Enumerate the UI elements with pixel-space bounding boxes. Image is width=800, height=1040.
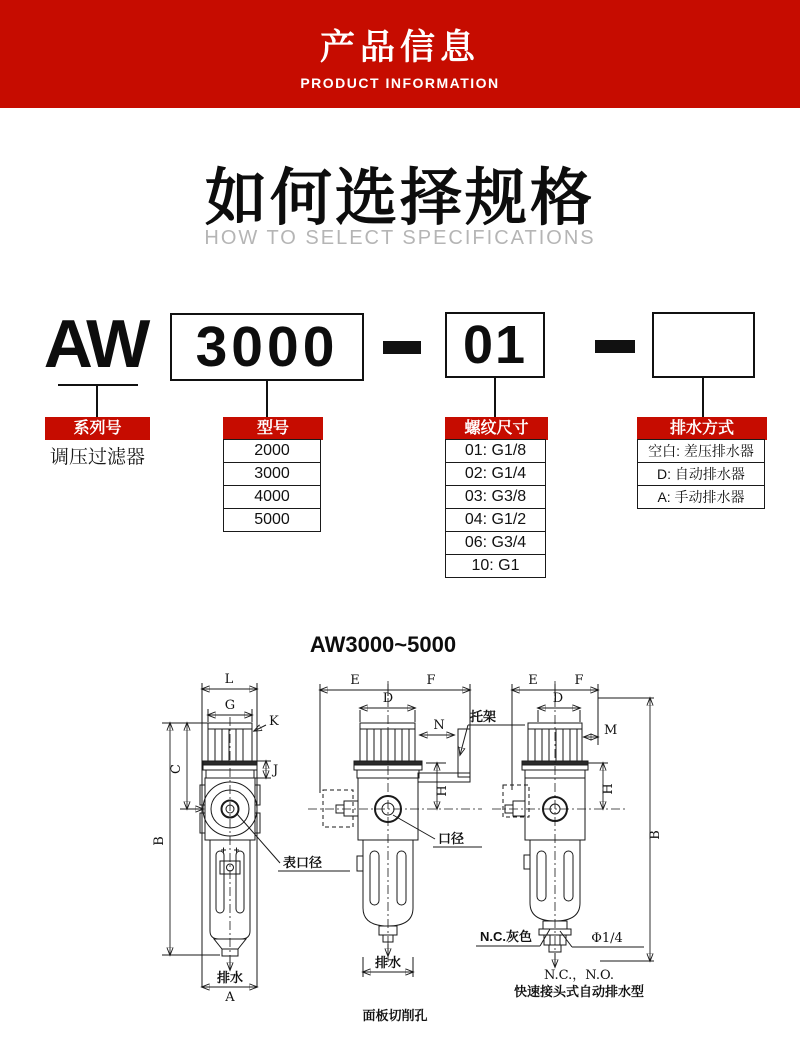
- dash-separator-2: [595, 340, 635, 353]
- nc-no-caption: N.C.，N.O.: [544, 968, 614, 983]
- port-label: 口径: [438, 831, 465, 846]
- section-subtitle: HOW TO SELECT SPECIFICATIONS: [204, 227, 596, 249]
- table-row: 06: G3/4: [445, 531, 546, 555]
- dim-label-D: D: [552, 691, 564, 706]
- series-prefix: AW: [43, 306, 148, 382]
- table-row: 04: G1/2: [445, 508, 546, 532]
- dim-label-B: B: [152, 836, 167, 846]
- table-row: 3000: [223, 462, 321, 486]
- dim-label-F: F: [574, 673, 584, 688]
- dim-label-M: M: [604, 723, 618, 738]
- dash-separator-1: [383, 341, 421, 354]
- dim-label-A: A: [225, 990, 235, 1005]
- filter-bowl: [524, 840, 580, 921]
- dim-label-G: G: [224, 698, 236, 713]
- model-options-table: [223, 439, 321, 532]
- dim-label-L: L: [224, 672, 234, 687]
- panel-caption: 面板切削孔: [362, 1008, 428, 1023]
- drain-label: 排水: [374, 955, 402, 970]
- phi-label: Φ1/4: [591, 931, 623, 946]
- connector-line: [494, 378, 496, 417]
- panel-cutout-outline: [323, 790, 353, 827]
- adjustment-knob: [360, 723, 415, 761]
- banner-subtitle: PRODUCT INFORMATION: [300, 75, 500, 91]
- table-row: 空白: 差压排水器: [637, 439, 765, 463]
- drain-code-box: [652, 312, 755, 378]
- banner-title: 产品信息: [319, 28, 480, 67]
- nc-gray-label: N.C.灰色: [480, 929, 533, 944]
- dim-label-J: J: [273, 763, 279, 778]
- filter-bowl: [357, 840, 413, 942]
- connector-line: [96, 386, 98, 417]
- dim-label-N: N: [433, 718, 445, 733]
- dim-label-E: E: [528, 673, 538, 688]
- dim-label-F: F: [426, 673, 436, 688]
- dim-label-K: K: [269, 714, 279, 729]
- technical-drawing: [130, 665, 790, 1037]
- connector-line: [266, 381, 268, 417]
- column-header-drain: 排水方式: [637, 417, 767, 440]
- table-row: 5000: [223, 508, 321, 532]
- series-name: 调压过滤器: [49, 447, 145, 468]
- auto-drain-view: [476, 673, 663, 999]
- thread-code-box: 01: [445, 312, 545, 378]
- series-underline: [58, 384, 138, 386]
- table-row: 2000: [223, 439, 321, 463]
- table-row: 10: G1: [445, 554, 546, 578]
- section-title: 如何选择规格: [204, 164, 595, 233]
- bracket-label: 托架: [470, 709, 497, 724]
- column-header-series: 系列号: [45, 417, 150, 440]
- drain-label: 排水: [216, 970, 244, 985]
- table-row: D: 自动排水器: [637, 462, 765, 486]
- table-row: 02: G1/4: [445, 462, 546, 486]
- dim-label-H: H: [435, 785, 450, 797]
- dim-label-H: H: [601, 783, 616, 795]
- diagram-title: AW3000~5000: [309, 632, 457, 657]
- model-code-box: 3000: [170, 313, 364, 381]
- auto-drain-caption: 快速接头式自动排水型: [513, 984, 645, 999]
- table-row: 4000: [223, 485, 321, 509]
- table-row: A: 手动排水器: [637, 485, 765, 509]
- dim-label-D: D: [382, 691, 394, 706]
- table-row: 03: G3/8: [445, 485, 546, 509]
- mounting-bracket: [418, 729, 470, 782]
- table-row: 01: G1/8: [445, 439, 546, 463]
- side-view: [308, 673, 525, 1023]
- dim-label-E: E: [350, 673, 360, 688]
- dim-label-B: B: [648, 830, 663, 840]
- thread-options-table: [445, 439, 546, 578]
- column-header-thread: 螺纹尺寸: [445, 417, 548, 440]
- dim-label-C: C: [169, 764, 184, 774]
- column-header-model: 型号: [223, 417, 323, 440]
- drain-options-table: [637, 439, 765, 509]
- connector-line: [702, 378, 704, 417]
- gauge-port-label: 表口径: [283, 855, 323, 870]
- banner: [0, 0, 800, 108]
